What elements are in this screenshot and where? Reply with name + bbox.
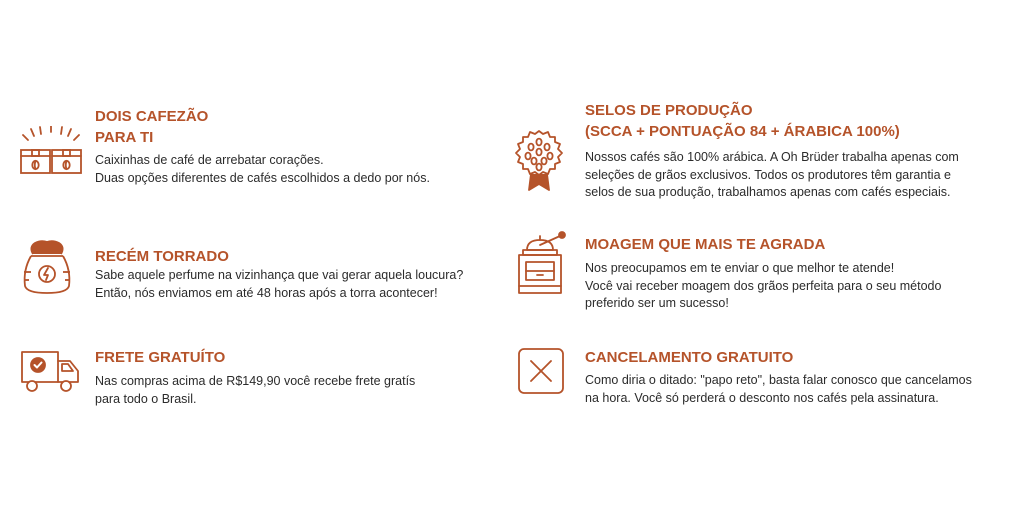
delivery-truck-icon: [20, 349, 82, 395]
feature-title: RECÉM TORRADO: [95, 248, 229, 265]
feature-title: CANCELAMENTO GRATUITO: [585, 349, 794, 366]
feature-description: Você vai receber moagem dos grãos perfeita para o seu método: [585, 278, 942, 293]
feature-description: Nos preocupamos em te enviar o que melhor te atende!: [585, 261, 895, 275]
feature-title: PARA TI: [95, 129, 154, 146]
feature-description: Caixinhas de café de arrebatar corações.: [95, 153, 324, 167]
feature-title: MOAGEM QUE MAIS TE AGRADA: [585, 236, 826, 253]
feature-description: Duas opções diferentes de cafés escolhidos a dedo por nós.: [95, 170, 430, 185]
feature-description: Nas compras acima de R$149,90 você recebe frete gratís: [95, 374, 416, 388]
quality-seal-icon: [513, 128, 565, 192]
feature-description: Então, nós enviamos em até 48 horas após a torra acontecer!: [95, 285, 438, 300]
feature-description: Como diria o ditado: "papo reto", basta falar conosco que cancelamos: [585, 373, 972, 387]
feature-description: na hora. Você só perderá o desconto nos cafés pela assinatura.: [585, 390, 939, 405]
feature-description: para todo o Brasil.: [95, 391, 197, 406]
coffee-grinder-icon: [515, 230, 567, 296]
cancel-x-icon: [517, 347, 565, 395]
feature-description: preferido ser um sucesso!: [585, 296, 729, 310]
feature-description: Nossos cafés são 100% arábica. A Oh Brüder trabalha apenas com: [585, 150, 959, 164]
feature-title: FRETE GRATUÍTO: [95, 349, 226, 366]
feature-description: selos de sua produção, trabalhamos apenas com cafés especiais.: [585, 185, 951, 199]
feature-description: Sabe aquele perfume na vizinhança que vai gerar aquela loucura?: [95, 268, 464, 282]
feature-description: seleções de grãos exclusivos. Todos os produtores têm garantia e: [585, 167, 951, 182]
coffee-sack-icon: [21, 238, 73, 296]
coffee-boxes-icon: [18, 126, 84, 176]
feature-title: SELOS DE PRODUÇÃO: [585, 102, 753, 119]
feature-title: (SCCA + PONTUAÇÃO 84 + ÁRABICA 100%): [585, 123, 900, 140]
feature-title: DOIS CAFEZÃO: [95, 108, 209, 125]
